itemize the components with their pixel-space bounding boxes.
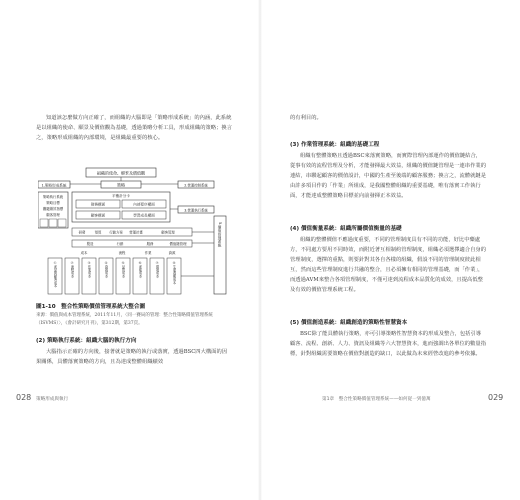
- diagram-cost-8: ⑧生命週期成本: [172, 261, 176, 285]
- diagram-resource-label: 資源: [168, 251, 176, 255]
- diagram-cost-label: 成本: [80, 251, 88, 255]
- diagram-strategy-formation: 1.策略形成系統: [41, 183, 67, 188]
- left-section-paragraph: 大腦指示正確的方向後，接著就是策略的執行或落實，透過BSC四大構面的因果關係，具體落實策略的方向，且為達成整體組織績效: [36, 349, 228, 366]
- diagram-objectives: 策略目標: [46, 201, 60, 205]
- diagram-bsc-learning: 學習成長構面: [133, 213, 155, 218]
- diagram-bsc-financial: 財務構面: [90, 202, 106, 207]
- diagram-value-chain: 價值鏈管理: [169, 242, 187, 246]
- right-page-number: 029: [488, 393, 504, 402]
- diagram-cost-5: ⑤品質成本: [121, 261, 125, 278]
- diagram-strategy-system: 策略執行系統: [42, 195, 64, 199]
- paragraph-5: BSC除了能具體執行策略，亦可引導策略性智慧資本的形成及整合，包括引導顧客、流程、創新、人力、資訊及組織等六大智慧資本，進而強調出各單位的數量指標，針對組織需要策略在價值對創造的缺口，以此做為未來經營改進的參考依據。: [290, 331, 486, 358]
- diagram-mission: 組織的使命、願景及價值觀: [97, 170, 145, 176]
- diagram-cost-6: ⑥產能成本: [138, 261, 142, 278]
- strategy-value-diagram: [38, 166, 242, 296]
- diagram-budget: 預算: [94, 230, 102, 235]
- heading-4: (4) 價值衡量系統：組織所屬價值衡量的基礎: [290, 226, 402, 232]
- diagram-activity-label: 作業: [144, 251, 152, 255]
- right-top-line: 的有利目的。: [290, 115, 322, 121]
- diagram-cost-2: ②流程成本: [70, 261, 74, 278]
- diagram-strategy: 策略: [117, 182, 125, 188]
- figure-caption: 圖1-10 整合性策略價值管理系統大整合圖: [36, 304, 146, 310]
- left-section-heading: (2) 策略執行系統：組織大腦的執行方向: [36, 338, 137, 344]
- diagram-structure-mgmt: 2.營運控制系統: [184, 183, 208, 188]
- left-page-number: 028: [16, 393, 32, 402]
- diagram-sales: 行銷: [116, 242, 124, 246]
- diagram-process-label: 流程: [118, 251, 126, 255]
- diagram-op-plans: 營運計畫: [129, 230, 143, 235]
- diagram-production: 製造: [86, 242, 94, 246]
- diagram-strategy-exec: 3.營運執行系統: [184, 208, 208, 213]
- heading-3: (3) 作業管理系統：組織的基礎工程: [290, 142, 380, 148]
- diagram-cost-columns: [48, 258, 181, 294]
- right-footer: 第1章 整合性策略價值管理系統——如何從一到億萬: [322, 397, 431, 402]
- figure-source: 來源：價值與成本管理系統，2011年11月，〈同一賽局的管理：整合性策略價值管理系統（ISVMS）〉，《會計研究月刊》，第312期，第37頁。: [36, 313, 213, 326]
- diagram-plans: 行動方案: [109, 230, 123, 235]
- diagram-cost-1: ①產品與顧客成本: [53, 261, 57, 288]
- diagram-bsc-label: 平衡計分卡: [112, 194, 130, 198]
- diagram-kpi: 關鍵績效指標: [42, 207, 64, 211]
- diagram-service: 服務: [146, 242, 154, 246]
- heading-5: (5) 價值創造系統：組織創造的策略性智慧資本: [290, 320, 408, 326]
- diagram-cost-4: ④資源成本: [104, 261, 108, 278]
- diagram-cost-3: ③作業成本: [87, 261, 91, 278]
- diagram-research: 研發: [78, 230, 86, 235]
- diagram-cost-7: ⑦環境成本: [155, 261, 159, 278]
- right-page: [260, 0, 520, 500]
- diagram-bsc-customer: 顧客構面: [90, 213, 106, 218]
- diagram-customer-mgmt: 顧客管理: [46, 213, 60, 217]
- paragraph-4: 組織的整體價值不應過度重要，不同的管理制度具有不同的功能，好比中藥處方，不同處方要用不同時效，而附近著互相制約管理制度，組織必須選擇適合自身的管理制度，選擇的重點，則要針對其各自各樣的組織，假設不同的管理制度彼此相互，然而這些管理制度進行共融的整合，且必須擁有相同的管理基礎，而「作業」，而透過AVM來整合各項管理制度，不僅可達到流程成本品質化的成效，且提高低整及有效的價值管理系統工程。: [290, 237, 486, 294]
- left-footer: 策略形成與執行: [36, 397, 69, 402]
- left-intro-paragraph: 知道該怎麼做方向正確了，而組織的大腦即是「策略形成系統」的內涵，此系統是以組織的使命、願景及價值觀為基礎，透過策略分析工具，形成組織的策略；換言之，策略形成組織的內部環境，是組織最重要的核心。: [36, 115, 232, 142]
- diagram-bsc-internal: 內部程序構面: [133, 202, 155, 207]
- diagram-value-mgmt-system: 5.價值管理系統: [218, 222, 222, 248]
- paragraph-3: 組織有整體策略且透過BSC來落實策略，而實際管理內部運作的價值鏈結合，從事有效的流程管理及分析，才能發揮最大效益，組織的價值鏈管理是一連串作業的連結，串聯起顧客的價值設計，中國的生產至後端的顧客服務；換言之，流體就鏈是由許多項目作的「作業」所組成，是我國整體組織的重要基礎，唯有落實工作執行面，才能達成整體策略目標並向前發揮正本效益。: [290, 153, 486, 200]
- diagram-customer-mgmt-2: 顧客管理: [161, 230, 175, 235]
